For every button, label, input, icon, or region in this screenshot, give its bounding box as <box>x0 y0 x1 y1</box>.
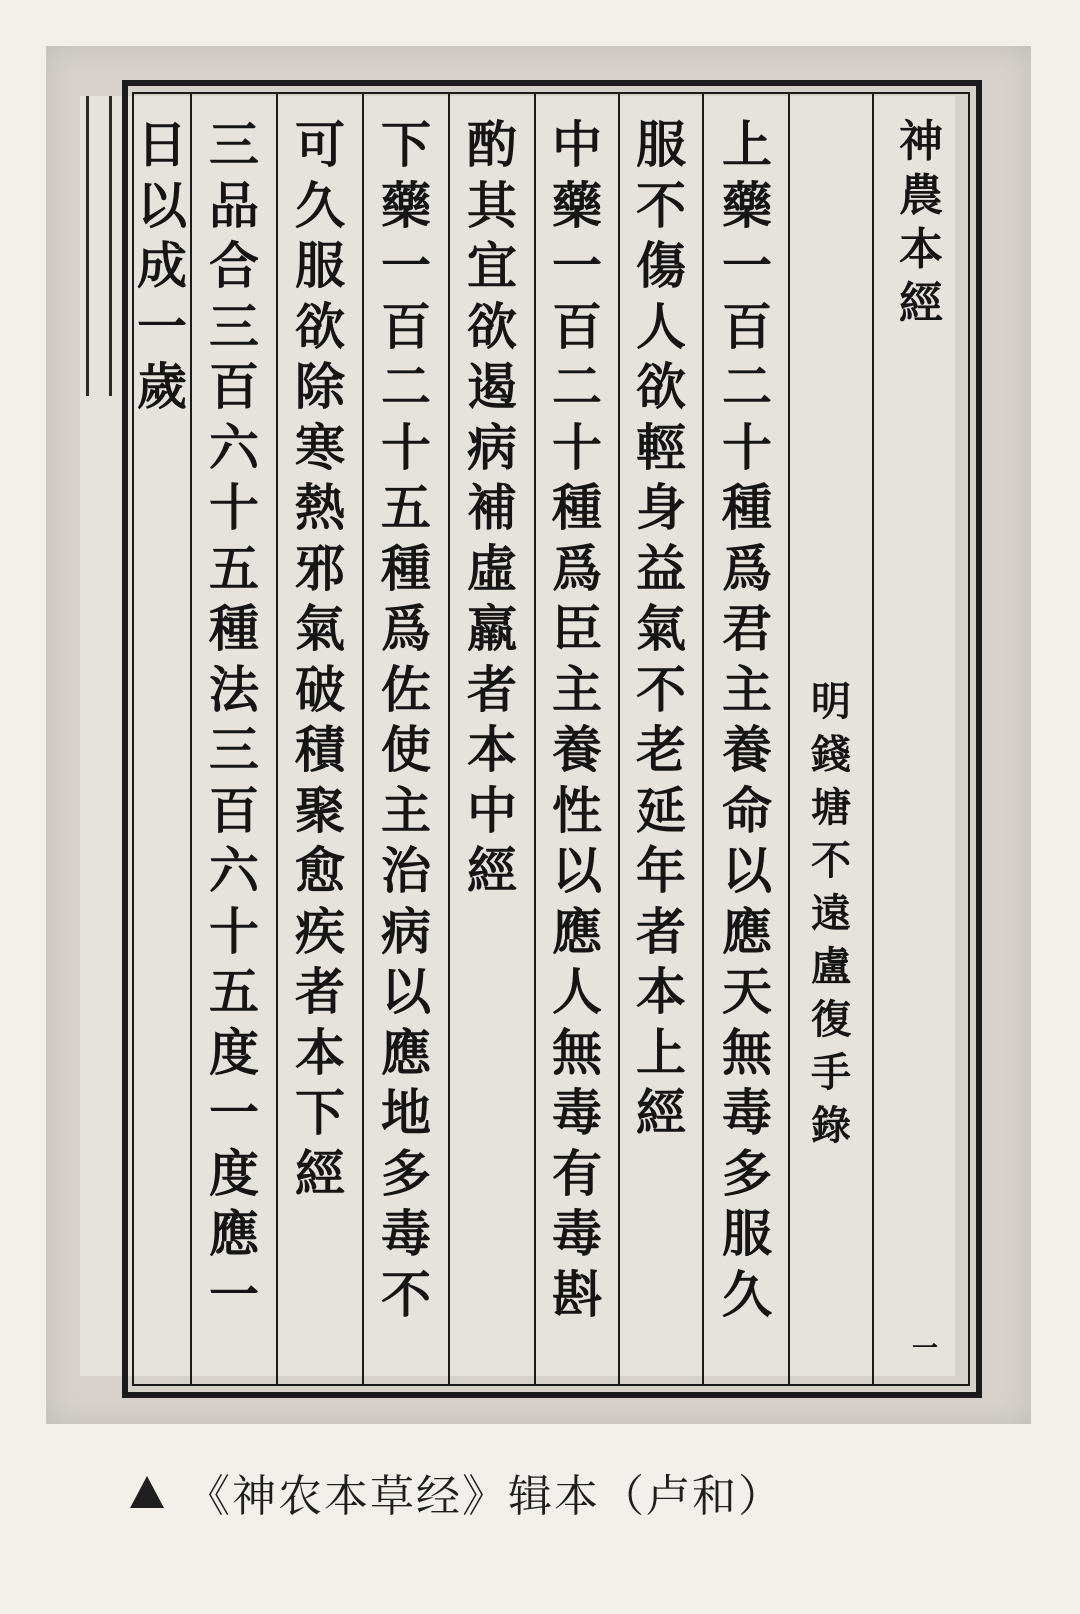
glyph: 爲 <box>552 538 602 598</box>
glyph: 熱 <box>295 478 345 537</box>
glyph: 服 <box>636 115 686 174</box>
glyph: 羸 <box>467 599 517 658</box>
glyph: 地 <box>381 1083 431 1142</box>
glyph: 佐 <box>381 659 431 719</box>
glyph: 百 <box>209 780 259 840</box>
glyph: 不 <box>636 659 686 719</box>
text-column <box>706 115 788 1330</box>
column-rule <box>872 92 874 1386</box>
glyph: 斟 <box>552 1264 602 1324</box>
glyph: 毒 <box>722 1083 772 1142</box>
glyph: 歲 <box>137 357 187 416</box>
glyph: 身 <box>636 478 686 537</box>
glyph: 應 <box>722 901 772 961</box>
glyph: 邪 <box>295 538 345 598</box>
glyph: 病 <box>381 901 431 961</box>
glyph: 經 <box>295 1143 345 1203</box>
glyph: 久 <box>295 175 345 235</box>
glyph: 補 <box>467 478 517 537</box>
glyph: 種 <box>722 478 772 537</box>
book-title: 神 農 本 經 <box>899 116 943 329</box>
glyph: 疾 <box>295 901 345 961</box>
glyph: 愈 <box>295 841 345 900</box>
figure-caption <box>130 1462 784 1522</box>
glyph: 氣 <box>636 599 686 658</box>
text-column <box>450 115 534 907</box>
glyph: 破 <box>295 659 345 719</box>
glyph: 以 <box>381 962 431 1021</box>
glyph: 欲 <box>295 296 345 356</box>
glyph: 爲 <box>722 538 772 598</box>
glyph: 有 <box>552 1143 602 1203</box>
glyph: 者 <box>467 659 517 719</box>
glyph: 益 <box>636 538 686 598</box>
glyph: 多 <box>381 1143 431 1203</box>
glyph: 以 <box>722 841 772 900</box>
glyph: 傷 <box>636 236 686 295</box>
glyph: 年 <box>636 841 686 900</box>
glyph: 下 <box>295 1083 345 1142</box>
glyph: 一 <box>209 1083 259 1142</box>
glyph: 應 <box>552 901 602 961</box>
glyph: 中 <box>552 115 602 174</box>
glyph: 使 <box>381 720 431 779</box>
glyph: 爲 <box>381 599 431 658</box>
glyph: 藥 <box>552 175 602 235</box>
glyph: 無 <box>722 1022 772 1082</box>
glyph: 百 <box>209 357 259 416</box>
column-rule <box>702 92 704 1386</box>
glyph: 百 <box>722 296 772 356</box>
glyph: 一 <box>137 296 187 356</box>
text-column <box>278 115 362 1209</box>
glyph: 多 <box>722 1143 772 1203</box>
text-column <box>134 115 190 423</box>
text-column <box>192 115 276 1330</box>
glyph: 以 <box>137 175 187 235</box>
glyph: 六 <box>209 417 259 477</box>
glyph: 主 <box>722 659 772 719</box>
glyph: 服 <box>722 1204 772 1263</box>
glyph: 度 <box>209 1143 259 1203</box>
glyph: 除 <box>295 357 345 416</box>
glyph: 寒 <box>295 417 345 477</box>
glyph: 應 <box>381 1022 431 1082</box>
glyph: 一 <box>381 236 431 295</box>
glyph: 一 <box>552 236 602 295</box>
glyph: 上 <box>636 1022 686 1082</box>
glyph: 合 <box>209 236 259 295</box>
glyph: 主 <box>381 780 431 840</box>
glyph: 三 <box>209 296 259 356</box>
glyph: 成 <box>137 236 187 295</box>
glyph: 欲 <box>467 296 517 356</box>
glyph: 種 <box>381 538 431 598</box>
glyph: 毒 <box>552 1083 602 1142</box>
glyph: 十 <box>552 417 602 477</box>
glyph: 中 <box>467 780 517 840</box>
glyph: 五 <box>209 962 259 1021</box>
glyph: 可 <box>295 115 345 174</box>
glyph: 人 <box>552 962 602 1021</box>
glyph: 一 <box>722 236 772 295</box>
glyph: 毒 <box>381 1204 431 1263</box>
glyph: 氣 <box>295 599 345 658</box>
glyph: 治 <box>381 841 431 900</box>
glyph: 酌 <box>467 115 517 174</box>
triangle-up-icon <box>130 1476 164 1508</box>
glyph: 種 <box>552 478 602 537</box>
glyph: 天 <box>722 962 772 1021</box>
text-column <box>364 115 448 1330</box>
glyph: 應 <box>209 1204 259 1263</box>
text-column <box>620 115 702 1149</box>
glyph: 下 <box>381 115 431 174</box>
glyph: 病 <box>467 417 517 477</box>
glyph: 久 <box>722 1264 772 1324</box>
glyph: 者 <box>636 901 686 961</box>
glyph: 宜 <box>467 236 517 295</box>
glyph: 法 <box>209 659 259 719</box>
glyph: 君 <box>722 599 772 658</box>
text-column <box>536 115 618 1330</box>
glyph: 毒 <box>552 1204 602 1263</box>
author-line: 明 錢 塘 不 遠 盧 復 手 錄 <box>811 678 851 1149</box>
glyph: 經 <box>467 841 517 900</box>
glyph: 命 <box>722 780 772 840</box>
glyph: 百 <box>381 296 431 356</box>
glyph: 度 <box>209 1022 259 1082</box>
glyph: 五 <box>209 538 259 598</box>
glyph: 百 <box>552 296 602 356</box>
glyph: 六 <box>209 841 259 900</box>
glyph: 遏 <box>467 357 517 416</box>
glyph: 本 <box>636 962 686 1021</box>
adjacent-page-edge <box>86 96 112 396</box>
glyph: 性 <box>552 780 602 840</box>
caption-text: 《神农本草经》辑本（卢和） <box>186 1471 784 1522</box>
glyph: 上 <box>722 115 772 174</box>
glyph: 以 <box>552 841 602 900</box>
glyph: 二 <box>722 357 772 416</box>
column-rule <box>788 92 790 1386</box>
glyph: 二 <box>552 357 602 416</box>
glyph: 養 <box>552 720 602 779</box>
glyph: 三 <box>209 720 259 779</box>
glyph: 品 <box>209 175 259 235</box>
glyph: 無 <box>552 1022 602 1082</box>
glyph: 輕 <box>636 417 686 477</box>
glyph: 本 <box>295 1022 345 1082</box>
glyph: 臣 <box>552 599 602 658</box>
glyph: 藥 <box>722 175 772 235</box>
glyph: 五 <box>381 478 431 537</box>
glyph: 不 <box>636 175 686 235</box>
glyph: 其 <box>467 175 517 235</box>
glyph: 主 <box>552 659 602 719</box>
glyph: 人 <box>636 296 686 356</box>
glyph: 經 <box>636 1083 686 1142</box>
folio-number: 一 <box>912 1334 939 1364</box>
glyph: 老 <box>636 720 686 779</box>
glyph: 十 <box>722 417 772 477</box>
glyph: 藥 <box>381 175 431 235</box>
glyph: 虛 <box>467 538 517 598</box>
glyph: 三 <box>209 115 259 174</box>
glyph: 延 <box>636 780 686 840</box>
glyph: 日 <box>137 115 187 174</box>
glyph: 本 <box>467 720 517 779</box>
glyph: 聚 <box>295 780 345 840</box>
glyph: 欲 <box>636 357 686 416</box>
glyph: 不 <box>381 1264 431 1324</box>
glyph: 養 <box>722 720 772 779</box>
glyph: 者 <box>295 962 345 1021</box>
glyph: 一 <box>209 1264 259 1324</box>
glyph: 十 <box>209 478 259 537</box>
glyph: 十 <box>209 901 259 961</box>
glyph: 服 <box>295 236 345 295</box>
glyph: 種 <box>209 599 259 658</box>
glyph: 二 <box>381 357 431 416</box>
glyph: 積 <box>295 720 345 779</box>
glyph: 十 <box>381 417 431 477</box>
